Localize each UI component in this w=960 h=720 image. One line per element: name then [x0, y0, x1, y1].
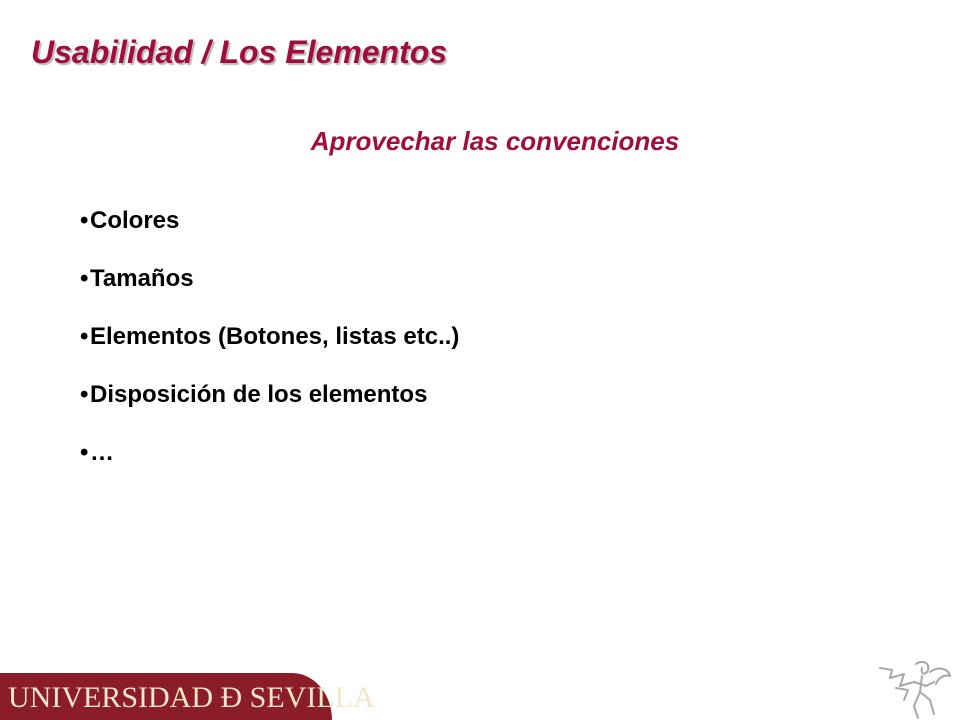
bullet-marker: • [80, 207, 89, 234]
list-item [80, 378, 459, 436]
list-item [80, 436, 459, 494]
bullet-marker: • [80, 323, 89, 350]
bullet-marker: • [80, 439, 89, 466]
slide-title: Usabilidad / Los Elementos [31, 34, 448, 70]
bullet-text: Disposición de los elementos [90, 381, 428, 408]
bullet-list [80, 204, 459, 494]
list-item [80, 262, 459, 320]
slide-subtitle: Aprovechar las convenciones [310, 126, 680, 156]
bullet-marker: • [80, 381, 89, 408]
list-item [80, 204, 459, 262]
bullet-marker: • [80, 265, 89, 292]
bullet-text: … [90, 439, 114, 466]
university-name: UNIVERSIDAD Ð SEVILLA [8, 681, 375, 714]
bullet-text: Elementos (Botones, listas etc..) [90, 323, 460, 350]
bullet-text: Tamaños [90, 265, 194, 292]
giralda-weathervane-icon [874, 656, 954, 720]
bullet-text: Colores [90, 207, 180, 234]
list-item [80, 320, 459, 378]
